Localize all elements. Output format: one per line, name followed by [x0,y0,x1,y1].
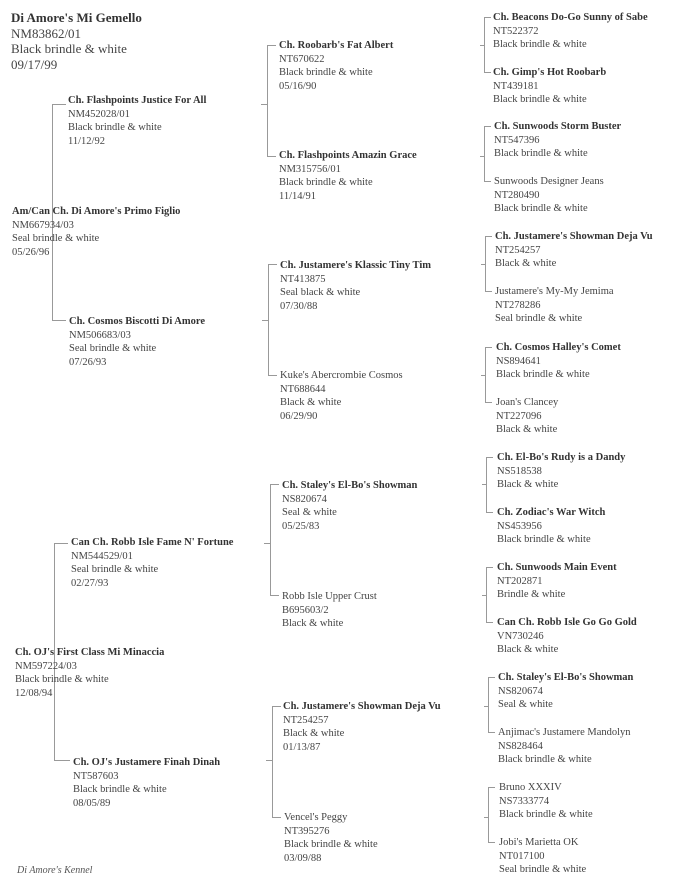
dog-color: Black & white [282,618,344,630]
dog-name: Ch. Flashpoints Amazin Grace [279,150,417,161]
connector-line [266,760,272,761]
dog-name: Ch. Sunwoods Storm Buster [494,121,622,132]
dog-name: Ch. Gimp's Hot Roobarb [493,67,607,78]
dog-color: Black brindle & white [284,839,378,851]
dog-dob: 07/30/88 [280,301,318,313]
dog-color: Black brindle & white [493,94,587,106]
connector-line [488,732,495,733]
connector-line [486,622,493,623]
dog-name: Ch. Justamere's Showman Deja Vu [283,701,441,712]
g4-entry [493,11,648,52]
g4-entry [495,230,653,271]
subject-reg: NM83862/01 [11,25,82,41]
dam-dob: 12/08/94 [15,688,53,700]
dog-name: Anjimac's Justamere Mandolyn [498,727,631,738]
sire-dob: 05/26/96 [12,247,50,259]
subject-dob: 09/17/99 [11,56,58,72]
dog-reg: NT439181 [493,80,539,92]
dog-color: Black brindle & white [499,809,593,821]
subject-name: Di Amore's Mi Gemello [11,10,142,25]
dog-reg: NT017100 [499,850,545,862]
dog-name: Ch. Staley's El-Bo's Showman [282,480,418,491]
connector-line [484,126,491,127]
g4-entry [496,341,621,382]
great-grandparent-entry [282,590,377,631]
great-grandparent-entry [284,811,378,866]
connector-line [484,181,491,182]
g4-entry [497,616,637,657]
dog-name: Ch. Cosmos Biscotti Di Amore [69,316,206,327]
connector-line [484,17,485,72]
g4-entry [499,836,586,877]
dog-color: Black & white [497,479,559,491]
dog-reg: NT688644 [280,383,326,395]
connector-line [52,320,66,321]
dog-color: Seal & white [498,699,553,711]
dog-reg: NS828464 [498,740,543,752]
dog-name: Ch. Flashpoints Justice For All [68,95,207,106]
dog-dob: 07/26/93 [69,357,107,369]
dog-reg: NT254257 [283,714,329,726]
connector-line [485,402,492,403]
dog-reg: NS820674 [282,493,327,505]
dog-name: Kuke's Abercrombie Cosmos [280,370,403,381]
dog-reg: NM544529/01 [71,550,133,562]
connector-line [485,236,486,291]
dog-name: Ch. Zodiac's War Witch [497,507,606,518]
connector-line [484,126,485,181]
dog-color: Black brindle & white [494,203,588,215]
g4-entry [497,561,617,602]
dog-color: Seal & white [282,507,337,519]
dog-name: Ch. Justamere's Showman Deja Vu [495,231,653,242]
dog-name: Can Ch. Robb Isle Fame N' Fortune [71,537,234,548]
dog-name: Ch. Roobarb's Fat Albert [279,40,394,51]
dog-color: Black brindle & white [279,177,373,189]
sire-entry [12,205,180,260]
dog-reg: B695603/2 [282,604,329,616]
dog-reg: NT254257 [495,244,541,256]
dog-color: Seal brindle & white [69,343,157,355]
grandparent-entry [73,756,220,811]
connector-line [484,817,488,818]
dog-color: Seal brindle & white [499,864,587,876]
connector-line [480,45,484,46]
connector-line [484,72,491,73]
dog-reg: NS894641 [496,355,541,367]
dog-color: Seal brindle & white [71,564,159,576]
grandparent-entry [69,315,205,370]
g4-entry [495,285,614,326]
connector-line [485,347,486,402]
connector-line [482,595,486,596]
dog-color: Black & white [495,258,557,270]
connector-line [485,347,492,348]
connector-line [484,17,491,18]
great-grandparent-entry [280,369,403,424]
connector-line [261,104,267,105]
dog-reg: NT413875 [280,273,326,285]
connector-line [267,156,276,157]
dog-name: Jobi's Marietta OK [499,837,579,848]
connector-line [270,484,271,595]
connector-line [488,842,495,843]
dog-name: Ch. OJ's Justamere Finah Dinah [73,757,221,768]
subject-dog [11,10,142,72]
dog-reg: NT670622 [279,53,325,65]
g4-entry [494,175,604,216]
g4-entry [497,451,625,492]
dog-name: Ch. Beacons Do-Go Sunny of Sabe [493,12,648,23]
grandparent-entry [68,94,206,149]
dog-reg: NS453956 [497,520,542,532]
connector-line [272,817,281,818]
connector-line [52,104,66,105]
dog-reg: NS820674 [498,685,543,697]
dog-color: Black brindle & white [497,534,591,546]
dog-color: Brindle & white [497,589,566,601]
g4-entry [496,396,558,437]
dog-dob: 06/29/90 [280,411,318,423]
connector-line [480,156,484,157]
dog-color: Black brindle & white [496,369,590,381]
dog-color: Black brindle & white [493,39,587,51]
dog-name: Sunwoods Designer Jeans [494,176,604,187]
dog-dob: 05/16/90 [279,81,317,93]
dog-reg: NM506683/03 [69,329,131,341]
dam-entry [15,646,164,701]
dog-reg: NT227096 [496,410,542,422]
dog-name: Bruno XXXIV [499,782,562,793]
connector-line [272,706,281,707]
sire-name: Am/Can Ch. Di Amore's Primo Figlio [12,206,181,217]
subject-color: Black brindle & white [11,41,127,56]
kennel-footer: Di Amore's Kennel [17,865,93,876]
dog-reg: NS518538 [497,465,542,477]
dog-color: Black & white [497,644,559,656]
g4-entry [493,66,606,107]
dog-reg: VN730246 [497,630,544,642]
connector-line [267,45,268,156]
dog-color: Black brindle & white [498,754,592,766]
connector-line [270,595,279,596]
dog-reg: NT395276 [284,825,330,837]
connector-line [486,512,493,513]
dog-reg: NT522372 [493,25,539,37]
dog-color: Black brindle & white [494,148,588,160]
connector-line [488,677,489,732]
g4-entry [494,120,621,161]
connector-line [264,543,270,544]
dog-dob: 11/12/92 [68,136,105,148]
dog-name: Robb Isle Upper Crust [282,591,377,602]
dog-dob: 05/25/83 [282,521,320,533]
connector-line [484,706,488,707]
great-grandparent-entry [280,259,431,314]
dog-name: Ch. El-Bo's Rudy is a Dandy [497,452,626,463]
connector-line [486,457,487,512]
connector-line [486,567,493,568]
dog-dob: 11/14/91 [279,191,316,203]
connector-line [486,567,487,622]
dog-name: Ch. Justamere's Klassic Tiny Tim [280,260,432,271]
connector-line [262,320,268,321]
dam-color: Black brindle & white [15,674,109,686]
dog-reg: NT547396 [494,134,540,146]
dog-color: Seal black & white [280,287,361,299]
connector-line [485,291,492,292]
g4-entry [497,506,605,547]
dog-reg: NM452028/01 [68,108,130,120]
dog-dob: 02/27/93 [71,578,109,590]
dog-dob: 01/13/87 [283,742,321,754]
connector-line [485,236,492,237]
dog-name: Ch. Cosmos Halley's Comet [496,342,621,353]
dam-reg: NM597224/03 [15,660,77,672]
dam-name: Ch. OJ's First Class Mi Minaccia [15,647,165,658]
dog-name: Can Ch. Robb Isle Go Go Gold [497,617,637,628]
connector-line [268,375,277,376]
dog-reg: NS7333774 [499,795,550,807]
sire-color: Seal brindle & white [12,233,100,245]
connector-line [268,264,277,265]
dog-name: Justamere's My-My Jemima [495,286,614,297]
dog-name: Ch. Sunwoods Main Event [497,562,617,573]
great-grandparent-entry [283,700,441,755]
dog-color: Black brindle & white [73,784,167,796]
g4-entry [498,726,631,767]
dog-color: Black & white [496,424,558,436]
great-grandparent-entry [279,149,417,204]
g4-entry [499,781,593,822]
connector-line [267,45,276,46]
connector-line [268,264,269,375]
connector-line [481,264,485,265]
dog-reg: NM315756/01 [279,163,341,175]
dog-reg: NT202871 [497,575,543,587]
connector-line [486,457,493,458]
connector-line [54,760,70,761]
great-grandparent-entry [279,39,393,94]
dog-color: Black & white [280,397,342,409]
dog-reg: NT278286 [495,299,541,311]
grandparent-entry [71,536,233,591]
connector-line [488,677,495,678]
dog-name: Ch. Staley's El-Bo's Showman [498,672,634,683]
dog-dob: 08/05/89 [73,798,111,810]
connector-line [481,375,485,376]
connector-line [272,706,273,817]
sire-reg: NM667934/03 [12,219,74,231]
great-grandparent-entry [282,479,417,534]
g4-entry [498,671,633,712]
dog-color: Seal brindle & white [495,313,583,325]
dog-color: Black brindle & white [68,122,162,134]
connector-line [488,787,495,788]
connector-line [270,484,279,485]
dog-name: Vencel's Peggy [284,812,348,823]
dog-name: Joan's Clancey [496,397,559,408]
dog-dob: 03/09/88 [284,853,322,865]
dog-color: Black & white [283,728,345,740]
connector-line [54,543,68,544]
dog-reg: NT280490 [494,189,540,201]
dog-color: Black brindle & white [279,67,373,79]
connector-line [482,484,486,485]
dog-reg: NT587603 [73,770,119,782]
connector-line [488,787,489,842]
